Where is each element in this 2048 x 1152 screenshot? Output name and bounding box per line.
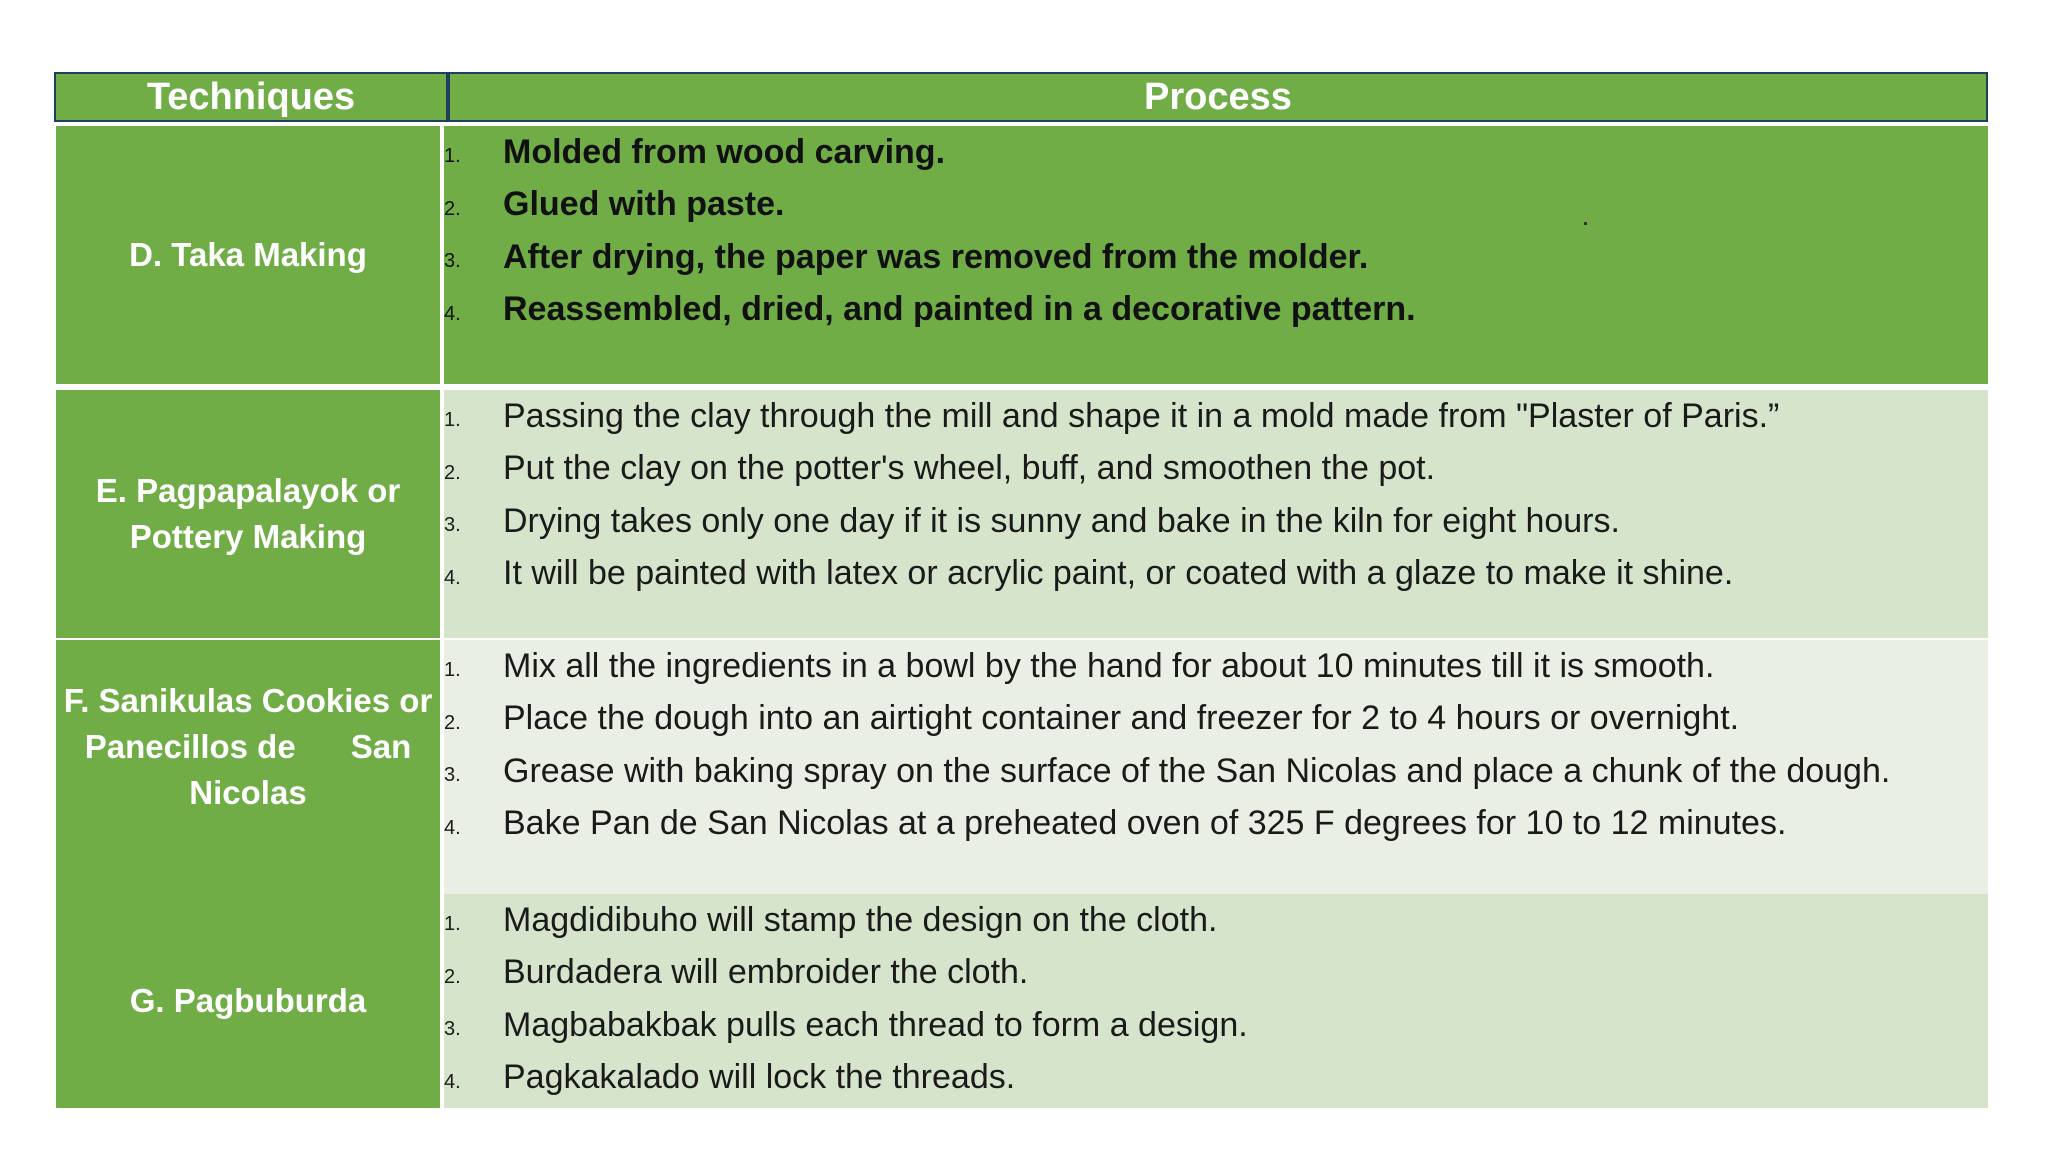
process-cell xyxy=(444,390,1988,638)
step-text: Bake Pan de San Nicolas at a preheated oven of 325 F degrees for 10 to 12 minutes. xyxy=(503,804,1787,843)
list-item xyxy=(444,1052,1988,1105)
table-row-taka-making xyxy=(54,126,1988,384)
list-item xyxy=(444,745,1988,798)
step-number: 2. xyxy=(444,461,461,484)
list-item xyxy=(444,495,1988,548)
process-steps xyxy=(444,640,1988,850)
list-item xyxy=(444,947,1988,1000)
table-row-sanikulas xyxy=(54,640,1988,894)
step-text: Magdidibuho will stamp the design on the cloth. xyxy=(503,900,1218,939)
step-text: Burdadera will embroider the cloth. xyxy=(503,953,1029,992)
technique-cell xyxy=(56,126,440,384)
header-techniques: Techniques xyxy=(54,72,448,122)
step-text: Passing the clay through the mill and shape it in a mold made from "Plaster of Paris.” xyxy=(503,396,1780,435)
step-text: Glued with paste. xyxy=(503,185,785,224)
technique-label: D. Taka Making xyxy=(129,236,367,273)
step-number: 4. xyxy=(444,816,461,839)
technique-line: F. Sanikulas Cookies or xyxy=(63,682,433,719)
step-number: 2. xyxy=(444,711,461,734)
step-number: 1. xyxy=(444,659,461,682)
list-item xyxy=(444,284,1988,337)
list-item xyxy=(444,126,1988,179)
step-number: 2. xyxy=(444,965,461,988)
step-text: Molded from wood carving. xyxy=(503,132,946,171)
step-number: 4. xyxy=(444,1070,461,1093)
step-text: Pagkakalado will lock the threads. xyxy=(503,1058,1016,1097)
list-item xyxy=(444,390,1988,443)
technique-line: Pottery Making xyxy=(129,518,367,555)
step-number: 3. xyxy=(444,514,461,537)
list-item xyxy=(444,693,1988,746)
step-text: Drying takes only one day if it is sunny and bake in the kiln for eight hours. xyxy=(503,501,1620,540)
step-text: After drying, the paper was removed from the molder. xyxy=(503,237,1369,276)
step-text: Magbabakbak pulls each thread to form a design. xyxy=(503,1005,1248,1044)
process-steps xyxy=(444,390,1988,600)
step-text: Reassembled, dried, and painted in a decorative pattern. xyxy=(503,290,1416,329)
list-item xyxy=(444,894,1988,947)
technique-label: G. Pagbuburda xyxy=(129,982,367,1019)
list-item xyxy=(444,640,1988,693)
technique-cell xyxy=(56,640,440,894)
process-steps xyxy=(444,126,1988,336)
header-process: Process xyxy=(448,72,1988,122)
step-number: 1. xyxy=(444,409,461,432)
step-text: It will be painted with latex or acrylic paint, or coated with a glaze to make it shine. xyxy=(503,554,1734,593)
process-steps xyxy=(444,894,1988,1104)
technique-line: Panecillos de San xyxy=(84,728,412,765)
step-number: 3. xyxy=(444,1018,461,1041)
step-text: Mix all the ingredients in a bowl by the hand for about 10 minutes till it is smooth. xyxy=(503,646,1715,685)
step-number: 1. xyxy=(444,913,461,936)
table-row-pagbuburda xyxy=(54,894,1988,1108)
list-item xyxy=(444,231,1988,284)
technique-label xyxy=(64,678,433,816)
table-row-pagpapalayok xyxy=(54,390,1988,638)
step-text: Place the dough into an airtight container and freezer for 2 to 4 hours or overnight. xyxy=(503,699,1740,738)
list-item xyxy=(444,999,1988,1052)
technique-line: Nicolas xyxy=(189,774,307,811)
technique-cell xyxy=(56,390,440,638)
step-number: 3. xyxy=(444,764,461,787)
process-cell xyxy=(444,640,1988,894)
step-number: 4. xyxy=(444,566,461,589)
step-number: 1. xyxy=(444,145,461,168)
technique-label xyxy=(96,468,400,560)
technique-cell xyxy=(56,894,440,1108)
step-text: Grease with baking spray on the surface of the San Nicolas and place a chunk of the dough. xyxy=(503,751,1891,790)
step-number: 2. xyxy=(444,197,461,220)
list-item xyxy=(444,798,1988,851)
list-item xyxy=(444,548,1988,601)
process-cell xyxy=(444,894,1988,1108)
step-number: 4. xyxy=(444,302,461,325)
step-text: Put the clay on the potter's wheel, buff, and smoothen the pot. xyxy=(503,449,1436,488)
list-item xyxy=(444,179,1988,232)
process-cell xyxy=(444,126,1988,384)
step-number: 3. xyxy=(444,250,461,273)
technique-line: E. Pagpapalayok or xyxy=(95,472,401,509)
stray-dot xyxy=(1584,222,1587,225)
list-item xyxy=(444,443,1988,496)
